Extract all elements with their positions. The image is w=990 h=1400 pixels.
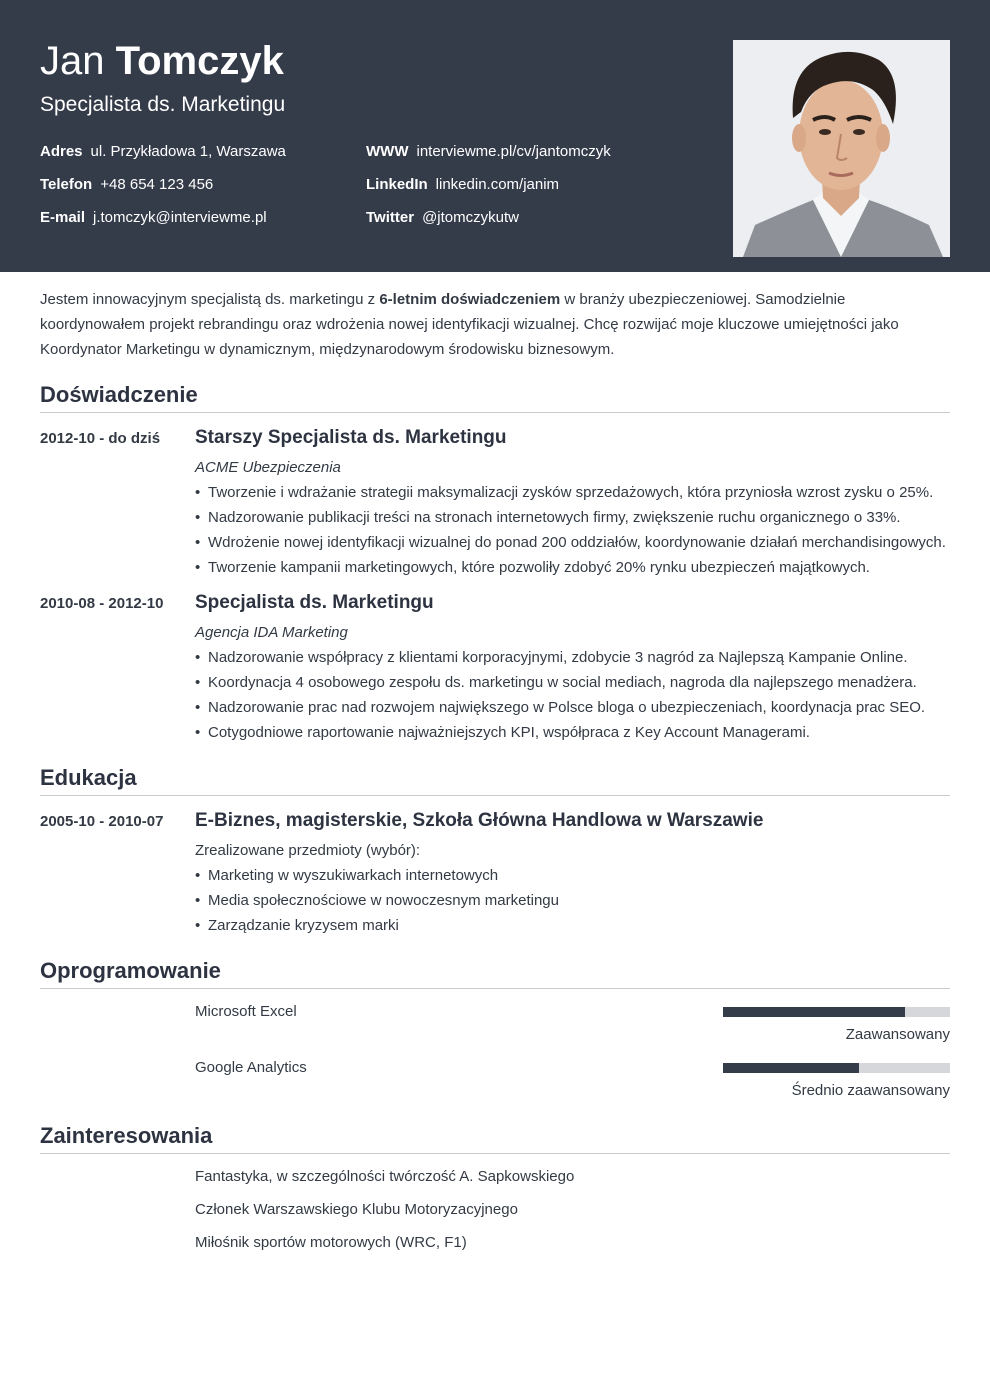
section-heading-software: Oprogramowanie: [40, 957, 950, 989]
contact-linkedin: [366, 175, 559, 195]
header: [0, 0, 990, 272]
contact-email: [40, 208, 267, 228]
section-heading-experience: Doświadczenie: [40, 381, 950, 413]
contact-label: E-mail: [40, 209, 86, 226]
job-company: Agencja IDA Marketing: [195, 624, 348, 641]
job-bullet: • Nadzorowanie publikacji treści na stronach internetowych firmy, zwiększenie ruchu organicznego o 33%.: [195, 508, 901, 528]
job-bullet: • Nadzorowanie prac nad rozwojem największego w Polsce bloga o ubezpieczeniach, koordynacja prac SEO.: [195, 698, 925, 718]
contact-address: [40, 142, 286, 162]
profile-summary: [40, 287, 950, 362]
contact-value[interactable]: @jtomczykutw: [422, 209, 519, 226]
job-bullet: • Tworzenie kampanii marketingowych, które pozwoliły zdobyć 20% rynku ubezpieczeń majątkowych.: [195, 558, 870, 578]
contact-twitter: [366, 208, 519, 228]
skill-name: Google Analytics: [195, 1059, 307, 1076]
job-title-entry: Starszy Specjalista ds. Marketingu: [195, 427, 507, 448]
interest-item: Miłośnik sportów motorowych (WRC, F1): [195, 1234, 467, 1251]
section-heading-education: Edukacja: [40, 764, 950, 796]
job-bullet: • Tworzenie i wdrażanie strategii maksymalizacji zysków sprzedażowych, która przyniosła wzrost zysku o 25%.: [195, 483, 933, 503]
job-date: 2010-08 - 2012-10: [40, 595, 164, 612]
education-intro: Zrealizowane przedmioty (wybór):: [195, 842, 421, 859]
contact-label: Twitter: [366, 209, 415, 226]
summary-line: Koordynator Marketingu w dynamicznym, międzynarodowym środowisku biznesowym.: [40, 341, 615, 358]
job-bullet: • Wdrożenie nowej identyfikacji wizualnej do ponad 200 oddziałów, koordynowanie działań merchandisingowych.: [195, 533, 946, 553]
job-title-entry: Specjalista ds. Marketingu: [195, 592, 434, 613]
skill-level-bar: [723, 1063, 950, 1073]
skill-level-fill: [723, 1063, 859, 1073]
contact-value: ul. Przykładowa 1, Warszawa: [90, 143, 286, 160]
contact-value[interactable]: j.tomczyk@interviewme.pl: [93, 209, 267, 226]
interest-item: Fantastyka, w szczególności twórczość A. Sapkowskiego: [195, 1168, 575, 1185]
full-name: [40, 38, 284, 84]
contact-label: Adres: [40, 143, 83, 160]
interest-item: Członek Warszawskiego Klubu Motoryzacyjnego: [195, 1201, 518, 1218]
education-title: E-Biznes, magisterskie, Szkoła Główna Handlowa w Warszawie: [195, 810, 764, 831]
skill-level-bar: [723, 1007, 950, 1017]
education-date: 2005-10 - 2010-07: [40, 813, 164, 830]
contact-label: LinkedIn: [366, 176, 428, 193]
first-name: Jan: [40, 39, 105, 83]
profile-photo: [733, 40, 950, 257]
summary-text: Jestem innowacyjnym specjalistą ds. marketingu z: [40, 291, 380, 308]
education-bullet: • Media społecznościowe w nowoczesnym marketingu: [195, 891, 559, 911]
summary-highlight: 6-letnim doświadczeniem: [379, 291, 561, 308]
education-bullet: • Marketing w wyszukiwarkach internetowych: [195, 866, 498, 886]
contact-www: [366, 142, 611, 162]
last-name: Tomczyk: [115, 39, 284, 83]
job-title: Specjalista ds. Marketingu: [40, 93, 286, 116]
contact-value: +48 654 123 456: [100, 176, 214, 193]
job-company: ACME Ubezpieczenia: [195, 459, 341, 476]
skill-level-label: Zaawansowany: [845, 1026, 950, 1043]
contact-value[interactable]: interviewme.pl/cv/jantomczyk: [416, 143, 611, 160]
contact-label: WWW: [366, 143, 409, 160]
summary-line: [40, 287, 950, 312]
job-bullet: • Nadzorowanie współpracy z klientami korporacyjnymi, zdobycie 3 nagród za Najlepszą Kampanie Online.: [195, 648, 908, 668]
contact-value[interactable]: linkedin.com/janim: [435, 176, 560, 193]
skill-name: Microsoft Excel: [195, 1003, 297, 1020]
portrait-illustration: [733, 40, 950, 257]
summary-text: w branży ubezpieczeniowej. Samodzielnie: [560, 291, 846, 308]
job-bullet: • Cotygodniowe raportowanie najważniejszych KPI, współpraca z Key Account Managerami.: [195, 723, 810, 743]
contact-phone: [40, 175, 213, 195]
skill-level-fill: [723, 1007, 905, 1017]
section-heading-interests: Zainteresowania: [40, 1122, 950, 1154]
skill-level-label: Średnio zaawansowany: [791, 1082, 950, 1099]
contact-label: Telefon: [40, 176, 93, 193]
job-date: 2012-10 - do dziś: [40, 430, 161, 447]
education-bullet: • Zarządzanie kryzysem marki: [195, 916, 399, 936]
summary-line: koordynowałem projekt rebrandingu oraz wdrożenia nowej identyfikacji wizualnej. Chcę rozwijać moje kluczowe umiejętności jako: [40, 316, 899, 333]
job-bullet: • Koordynacja 4 osobowego zespołu ds. marketingu w social mediach, nagroda dla najlepszego menadżera.: [195, 673, 917, 693]
